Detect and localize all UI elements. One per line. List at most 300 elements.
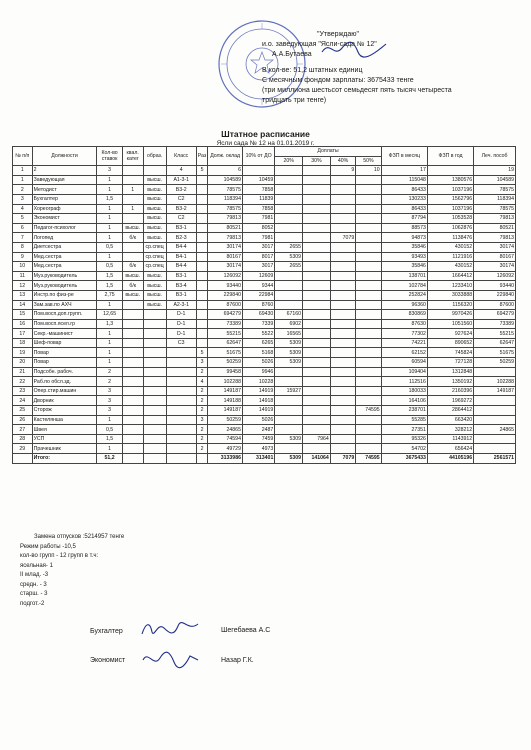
table-cell — [166, 434, 196, 444]
table-row — [13, 310, 516, 320]
table-cell: Шеф-повар — [32, 338, 97, 348]
table-cell — [356, 338, 381, 348]
table-cell: 54702 — [381, 444, 427, 454]
table-cell — [143, 415, 166, 425]
table-cell: 4 — [13, 204, 33, 214]
table-cell: 87600 — [208, 300, 243, 310]
table-cell: 99458 — [208, 367, 243, 377]
table-cell: 10 — [13, 262, 33, 272]
approval-name: А.А.Бутаева — [272, 51, 312, 58]
note-group-4: старш. - 3 — [20, 591, 48, 597]
table-cell — [356, 377, 381, 387]
table-cell — [122, 300, 143, 310]
table-cell: 74595 — [356, 406, 381, 416]
accountant-name: Шегебаева А.С — [221, 627, 271, 634]
staffing-table — [12, 146, 516, 464]
table-cell: 7079 — [330, 454, 355, 464]
table-cell: 2,75 — [97, 290, 122, 300]
table-cell: высш. — [143, 281, 166, 291]
table-cell: 95326 — [381, 434, 427, 444]
table-cell: 104589 — [474, 175, 516, 185]
table-cell: 694279 — [208, 310, 243, 320]
table-cell — [275, 367, 303, 377]
table-cell: 7981 — [242, 214, 274, 224]
table-cell: Пом.восп.доп.групп. — [32, 310, 97, 320]
table-cell: Пом.восп.ясел.гр — [32, 319, 97, 329]
table-cell: 69430 — [242, 310, 274, 320]
table-cell: 1 — [122, 185, 143, 195]
table-cell: 9970426 — [427, 310, 473, 320]
table-cell — [356, 194, 381, 204]
table-cell: 102784 — [381, 281, 427, 291]
table-cell: 14918 — [242, 396, 274, 406]
table-cell: 1350192 — [427, 377, 473, 387]
table-cell: 5309 — [275, 252, 303, 262]
table-cell: 2 — [196, 444, 208, 454]
table-cell: 1053528 — [427, 214, 473, 224]
table-cell: Мед.сестра — [32, 252, 97, 262]
table-cell: 87794 — [381, 214, 427, 224]
table-cell — [143, 377, 166, 387]
table-cell — [166, 377, 196, 387]
table-cell: 745824 — [427, 348, 473, 358]
table-cell — [356, 185, 381, 195]
table-cell — [303, 377, 331, 387]
table-cell: 24865 — [474, 425, 516, 435]
note-groups: кол-во групп - 12 групп в т.ч: — [20, 553, 99, 559]
table-cell: 1 — [13, 175, 33, 185]
table-cell — [330, 271, 355, 281]
table-cell: 79813 — [474, 233, 516, 243]
table-cell — [303, 262, 331, 272]
table-cell — [330, 377, 355, 387]
table-cell: 5026 — [242, 358, 274, 368]
table-cell: Диетсестра — [32, 242, 97, 252]
table-cell: 1 — [97, 358, 122, 368]
table-cell: ср.спец — [143, 252, 166, 262]
table-cell: 88573 — [381, 223, 427, 233]
table-cell — [275, 406, 303, 416]
table-cell: 430152 — [427, 242, 473, 252]
accountant-label: Бухгалтер — [90, 628, 123, 635]
table-cell — [143, 358, 166, 368]
table-cell — [122, 386, 143, 396]
table-cell: 94873 — [381, 233, 427, 243]
table-cell: Дворник — [32, 396, 97, 406]
table-row — [13, 396, 516, 406]
table-cell: Инстр.по физ-ре — [32, 290, 97, 300]
table-cell: 78575 — [208, 204, 243, 214]
table-cell — [303, 367, 331, 377]
table-cell: 2487 — [242, 425, 274, 435]
table-row — [13, 300, 516, 310]
table-cell: С2 — [166, 214, 196, 224]
table-row — [13, 175, 516, 185]
table-cell: Повар — [32, 358, 97, 368]
table-cell: 126092 — [208, 271, 243, 281]
table-cell: 2 — [196, 406, 208, 416]
table-cell — [330, 386, 355, 396]
table-cell — [474, 444, 516, 454]
table-cell: 1,5 — [97, 271, 122, 281]
table-cell: С3 — [166, 338, 196, 348]
table-cell — [275, 377, 303, 387]
table-cell: D-1 — [166, 319, 196, 329]
table-cell: В4-1 — [166, 252, 196, 262]
header-fzp-year: ФЗП в год — [427, 147, 473, 166]
table-cell — [330, 290, 355, 300]
approval-title: "Утверждаю" — [317, 31, 359, 38]
table-cell — [196, 242, 208, 252]
table-cell — [356, 386, 381, 396]
approval-fund-words-2: тридцать три тенге) — [262, 97, 327, 104]
table-cell — [196, 454, 208, 464]
table-cell: 7858 — [242, 204, 274, 214]
table-cell — [303, 415, 331, 425]
table-cell: 74594 — [208, 434, 243, 444]
table-cell: 44105196 — [427, 454, 473, 464]
table-cell — [275, 444, 303, 454]
table-cell: 2655 — [275, 242, 303, 252]
table-cell — [196, 194, 208, 204]
table-cell: Итого: — [32, 454, 97, 464]
header-p40: 40% — [330, 156, 355, 166]
table-cell: 7981 — [242, 233, 274, 243]
table-cell — [356, 290, 381, 300]
table-cell: 62647 — [474, 338, 516, 348]
table-cell — [356, 348, 381, 358]
table-cell: Прачешник — [32, 444, 97, 454]
table-cell: 2 — [196, 434, 208, 444]
table-cell: 252824 — [381, 290, 427, 300]
table-cell — [196, 310, 208, 320]
table-cell — [356, 242, 381, 252]
table-cell: 15 — [13, 310, 33, 320]
table-cell: 1 — [97, 223, 122, 233]
table-cell — [166, 425, 196, 435]
table-cell: 7858 — [242, 185, 274, 195]
note-leave: Замена отпусков :5214957 тенге — [34, 534, 125, 540]
approval-fund-words-1: (три миллиона шестьсот семьдесят пять тысяч четыреста — [262, 87, 452, 94]
table-cell: Заведующая — [32, 175, 97, 185]
table-cell — [122, 454, 143, 464]
table-cell — [330, 329, 355, 339]
table-cell: высш. — [143, 271, 166, 281]
table-cell — [122, 377, 143, 387]
table-cell — [303, 386, 331, 396]
table-row — [13, 386, 516, 396]
table-cell — [196, 319, 208, 329]
table-cell: 7 — [13, 233, 33, 243]
table-cell: высш. — [143, 194, 166, 204]
table-cell — [166, 358, 196, 368]
table-cell: D-1 — [166, 310, 196, 320]
table-cell — [303, 425, 331, 435]
table-cell: 6265 — [242, 338, 274, 348]
table-cell: 5309 — [275, 348, 303, 358]
table-row — [13, 223, 516, 233]
header-class: Класс — [166, 147, 196, 166]
table-cell — [303, 166, 331, 176]
table-cell: 35846 — [381, 242, 427, 252]
table-cell: 11839 — [242, 194, 274, 204]
table-cell: Хореограф — [32, 204, 97, 214]
table-cell: 11 — [13, 271, 33, 281]
table-cell: 5309 — [275, 454, 303, 464]
table-cell — [122, 396, 143, 406]
table-cell: 5026 — [242, 415, 274, 425]
table-cell: 62647 — [208, 338, 243, 348]
table-cell: Педагог-психолог — [32, 223, 97, 233]
table-cell — [196, 204, 208, 214]
header-p20: 20% — [275, 156, 303, 166]
table-cell: Опер.стир.машин — [32, 386, 97, 396]
header-extras: Доплаты — [275, 147, 381, 157]
table-row — [13, 425, 516, 435]
table-cell: 2 — [97, 367, 122, 377]
table-cell: ср.спец — [143, 262, 166, 272]
table-cell: 2160396 — [427, 386, 473, 396]
table-cell: С2 — [166, 194, 196, 204]
table-row — [13, 194, 516, 204]
table-cell — [196, 281, 208, 291]
table-cell: 8760 — [242, 300, 274, 310]
table-cell: 17 — [13, 329, 33, 339]
header-qual: квал. катег — [122, 147, 143, 166]
table-cell — [356, 434, 381, 444]
table-cell: 10 — [356, 166, 381, 176]
table-cell: 50259 — [208, 415, 243, 425]
table-row — [13, 348, 516, 358]
header-num: № п/п — [13, 147, 33, 166]
table-cell: 109404 — [381, 367, 427, 377]
table-cell: 1 — [97, 233, 122, 243]
table-cell: 2 — [196, 396, 208, 406]
table-cell: 51675 — [474, 348, 516, 358]
table-cell: 19 — [474, 166, 516, 176]
table-cell — [474, 434, 516, 444]
table-cell: 727128 — [427, 358, 473, 368]
table-cell: 2 — [13, 185, 33, 195]
table-cell — [143, 386, 166, 396]
table-cell: А2-3-1 — [166, 300, 196, 310]
table-cell: 96360 — [381, 300, 427, 310]
table-row — [13, 290, 516, 300]
table-cell — [330, 396, 355, 406]
table-cell: 79813 — [208, 233, 243, 243]
table-cell: Методист — [32, 185, 97, 195]
table-row — [13, 415, 516, 425]
total-row — [13, 454, 516, 464]
table-cell — [330, 204, 355, 214]
table-cell: 694279 — [474, 310, 516, 320]
table-cell: 112516 — [381, 377, 427, 387]
table-cell: 24 — [13, 396, 33, 406]
table-cell: 4973 — [242, 444, 274, 454]
table-cell: 1051560 — [427, 319, 473, 329]
table-cell: Секр.-машинист — [32, 329, 97, 339]
table-cell: 663420 — [427, 415, 473, 425]
table-cell — [122, 319, 143, 329]
table-cell: 3 — [13, 194, 33, 204]
table-cell — [275, 290, 303, 300]
table-cell: 29 — [13, 444, 33, 454]
table-cell: Раб.по обсл.зд. — [32, 377, 97, 387]
table-cell: 87600 — [474, 300, 516, 310]
table-cell: 27351 — [381, 425, 427, 435]
table-cell — [122, 425, 143, 435]
table-row — [13, 281, 516, 291]
table-cell — [356, 214, 381, 224]
table-cell: 1143912 — [427, 434, 473, 444]
table-cell: 5309 — [275, 358, 303, 368]
table-cell: 7079 — [330, 233, 355, 243]
table-cell: 35846 — [381, 262, 427, 272]
table-row — [13, 367, 516, 377]
approval-units: В кол-ве: 51,2 штатных единиц — [262, 67, 363, 74]
table-cell — [303, 194, 331, 204]
table-cell: 14919 — [242, 386, 274, 396]
table-cell: 1138476 — [427, 233, 473, 243]
table-cell: 5 — [13, 214, 33, 224]
table-cell — [166, 415, 196, 425]
table-cell — [330, 175, 355, 185]
table-cell — [356, 223, 381, 233]
column-number-row — [13, 166, 516, 176]
table-cell: 4 — [196, 377, 208, 387]
table-cell: 1,5 — [97, 194, 122, 204]
table-cell: 1969272 — [427, 396, 473, 406]
table-cell: 50259 — [474, 358, 516, 368]
table-cell — [143, 338, 166, 348]
table-cell: Зам.зав.по АХЧ — [32, 300, 97, 310]
table-cell: 80167 — [208, 252, 243, 262]
table-cell: 3017 — [242, 262, 274, 272]
table-cell: 138701 — [381, 271, 427, 281]
table-cell: Подсобн. рабоч. — [32, 367, 97, 377]
table-cell — [275, 166, 303, 176]
table-cell: 24865 — [208, 425, 243, 435]
table-cell: высш. — [143, 223, 166, 233]
table-cell — [474, 396, 516, 406]
table-row — [13, 185, 516, 195]
table-cell — [196, 185, 208, 195]
header-count: Кол-во ставок — [97, 147, 122, 166]
table-cell — [122, 406, 143, 416]
table-cell: 78575 — [474, 185, 516, 195]
table-cell — [122, 358, 143, 368]
table-cell: УСП — [32, 434, 97, 444]
table-cell: 1233410 — [427, 281, 473, 291]
table-cell: 14 — [13, 300, 33, 310]
table-cell — [356, 425, 381, 435]
table-cell: 0,5 — [97, 425, 122, 435]
table-cell: 23 — [13, 386, 33, 396]
table-cell — [143, 425, 166, 435]
table-cell — [143, 319, 166, 329]
note-group-1: ясельная- 1 — [20, 562, 53, 569]
table-cell: 656424 — [427, 444, 473, 454]
table-cell: 102288 — [208, 377, 243, 387]
table-cell — [275, 396, 303, 406]
table-cell — [427, 166, 473, 176]
table-cell — [166, 396, 196, 406]
table-cell: 9 — [13, 252, 33, 262]
table-cell — [356, 300, 381, 310]
table-cell — [330, 281, 355, 291]
table-cell: 180033 — [381, 386, 427, 396]
table-cell: 17 — [381, 166, 427, 176]
table-cell: 313401 — [242, 454, 274, 464]
table-cell — [303, 281, 331, 291]
table-cell — [143, 329, 166, 339]
table-row — [13, 329, 516, 339]
table-cell: высш. — [122, 223, 143, 233]
table-cell: 21 — [13, 367, 33, 377]
table-cell: высш. — [143, 175, 166, 185]
table-cell: 67160 — [275, 310, 303, 320]
table-cell: 3 — [97, 386, 122, 396]
table-cell: 50259 — [208, 358, 243, 368]
table-cell — [143, 166, 166, 176]
table-cell: 141064 — [303, 454, 331, 464]
table-cell: 7459 — [242, 434, 274, 444]
table-cell: 1062876 — [427, 223, 473, 233]
table-cell: А1-3-1 — [166, 175, 196, 185]
table-cell — [196, 262, 208, 272]
table-cell: 2 — [196, 386, 208, 396]
table-cell — [330, 185, 355, 195]
table-cell — [275, 194, 303, 204]
table-cell — [196, 271, 208, 281]
table-cell — [303, 310, 331, 320]
table-cell — [303, 223, 331, 233]
table-cell — [356, 204, 381, 214]
table-cell — [166, 454, 196, 464]
table-cell: 74221 — [381, 338, 427, 348]
table-cell: 78575 — [208, 185, 243, 195]
table-cell: 1,5 — [97, 281, 122, 291]
table-cell — [275, 300, 303, 310]
table-cell — [143, 406, 166, 416]
table-cell: 1 — [97, 444, 122, 454]
table-cell: 79813 — [474, 214, 516, 224]
table-cell: высш. — [122, 271, 143, 281]
table-cell — [122, 214, 143, 224]
table-cell: высш. — [143, 290, 166, 300]
table-cell — [122, 252, 143, 262]
table-cell: 80521 — [474, 223, 516, 233]
table-cell: 118394 — [474, 194, 516, 204]
table-cell — [196, 214, 208, 224]
table-cell — [330, 252, 355, 262]
table-cell — [330, 358, 355, 368]
table-cell — [242, 166, 274, 176]
table-cell: Бухгалтер — [32, 194, 97, 204]
table-cell: 26 — [13, 415, 33, 425]
table-row — [13, 434, 516, 444]
table-cell — [143, 367, 166, 377]
table-cell: 1 — [97, 204, 122, 214]
table-cell: 1 — [97, 185, 122, 195]
header-edu: образ. — [143, 147, 166, 166]
table-cell — [196, 233, 208, 243]
table-cell — [356, 367, 381, 377]
table-cell: 229840 — [474, 290, 516, 300]
table-cell: 1 — [97, 252, 122, 262]
table-cell: Мед.сестра — [32, 262, 97, 272]
table-cell: Муз.руководитель — [32, 271, 97, 281]
